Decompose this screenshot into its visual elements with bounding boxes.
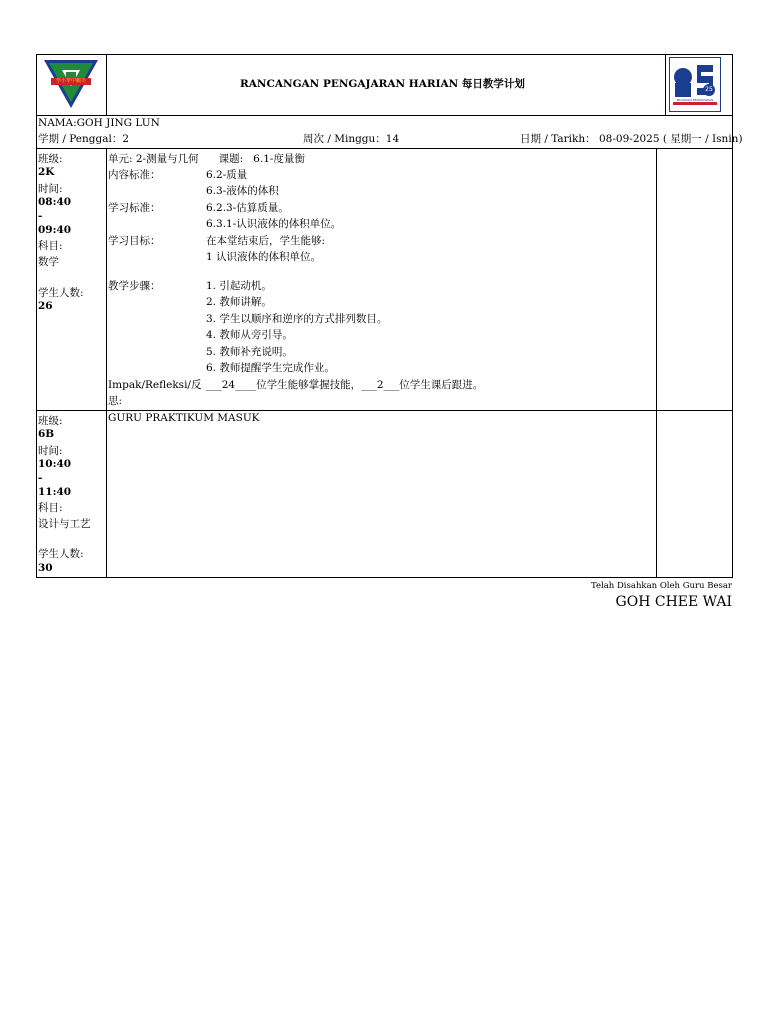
verified-by-label: Telah Disahkan Oleh Guru Besar <box>590 581 732 591</box>
teaching-step: 6. 教师提醒学生完成作业。 <box>206 362 335 374</box>
objective-1: 在本堂结束后，学生能够: <box>206 235 326 247</box>
learning-standard-2: 6.3.1-认识液体的体积单位。 <box>206 218 342 230</box>
lesson-1-unit-line: 单元: 2-测量与几何 课题: 6.1-度量衡 <box>108 153 305 165</box>
lesson-2-divider-left <box>106 410 107 578</box>
content-standard-2: 6.3-液体的体积 <box>206 185 279 197</box>
page-title: RANCANGAN PENGAJARAN HARIAN 每日教学计划 <box>240 78 525 90</box>
teaching-step: 5. 教师补充说明。 <box>206 346 293 358</box>
school-logo-text: 學小華中鵬芙 <box>55 78 86 84</box>
learning-standard-label: 学习标准： <box>108 202 161 214</box>
objective-2: 1 认识液体的体积单位。 <box>206 251 322 263</box>
lesson-2-students-label: 学生人数: <box>38 548 84 560</box>
lesson-2-class-value: 6B <box>38 428 55 440</box>
week-field: 周次 / Minggu：14 <box>303 133 400 145</box>
lesson-1-time-label: 时间: <box>38 183 63 195</box>
content-standard-1: 6.2-质量 <box>206 169 248 181</box>
lesson-1-divider-left <box>106 148 107 411</box>
reflection-label-cont: 思: <box>108 395 123 407</box>
partner-logo <box>669 57 721 112</box>
teaching-steps-label: 教学步骤： <box>108 280 161 292</box>
partner-logo-caption: PROGRAM PENTAKSIRAN <box>676 98 714 102</box>
teaching-step: 4. 教师从旁引导。 <box>206 329 293 341</box>
lesson-1-time-start: 08:40 <box>38 196 72 208</box>
partner-logo-number: 25 <box>705 86 713 93</box>
lesson-2-time-label: 时间: <box>38 445 63 457</box>
school-logo <box>42 58 100 110</box>
lesson-2-time-dash: - <box>38 472 43 484</box>
lesson-1-subject-label: 科目: <box>38 240 63 252</box>
teaching-step: 2. 教师讲解。 <box>206 296 272 308</box>
term-field: 学期 / Penggal：2 <box>38 133 130 145</box>
learning-standard-1: 6.2.3-估算质量。 <box>206 202 289 214</box>
lesson-1-class-value: 2K <box>38 166 55 178</box>
lesson-1-time-end: 09:40 <box>38 224 72 236</box>
teaching-step: 3. 学生以顺序和逆序的方式排列数目。 <box>206 313 388 325</box>
lesson-2-block <box>36 410 733 578</box>
lesson-1-time-dash: - <box>38 210 43 222</box>
lesson-2-time-start: 10:40 <box>38 458 72 470</box>
header-divider-right <box>665 54 666 116</box>
lesson-2-class-label: 班级: <box>38 415 63 427</box>
lesson-1-subject-value: 数学 <box>38 256 59 268</box>
lesson-2-divider-right <box>656 410 657 578</box>
lesson-1-students-value: 26 <box>38 300 53 312</box>
lesson-2-subject-value: 设计与工艺 <box>38 518 91 530</box>
lesson-2-note: GURU PRAKTIKUM MASUK <box>108 412 260 424</box>
objective-label: 学习目标： <box>108 235 161 247</box>
header-divider-left <box>106 54 107 116</box>
reflection-text: ___24____位学生能够掌握技能，___2___位学生课后跟进。 <box>206 379 484 391</box>
content-standard-label: 内容标准： <box>108 169 161 181</box>
lesson-1-students-label: 学生人数: <box>38 287 84 299</box>
reflection-label: Impak/Refleksi/反 <box>108 379 202 391</box>
lesson-1-class-label: 班级: <box>38 153 63 165</box>
teacher-name: NAMA:GOH JING LUN <box>38 117 160 129</box>
lesson-2-students-value: 30 <box>38 562 53 574</box>
teaching-step: 1. 引起动机。 <box>206 280 272 292</box>
signatory-name: GOH CHEE WAI <box>615 594 732 610</box>
date-field: 日期 / Tarikh： 08-09-2025 ( 星期一 / Isnin) <box>520 133 743 145</box>
info-left-border <box>36 115 37 149</box>
lesson-2-time-end: 11:40 <box>38 486 72 498</box>
lesson-1-divider-right <box>656 148 657 411</box>
lesson-2-subject-label: 科目: <box>38 502 63 514</box>
